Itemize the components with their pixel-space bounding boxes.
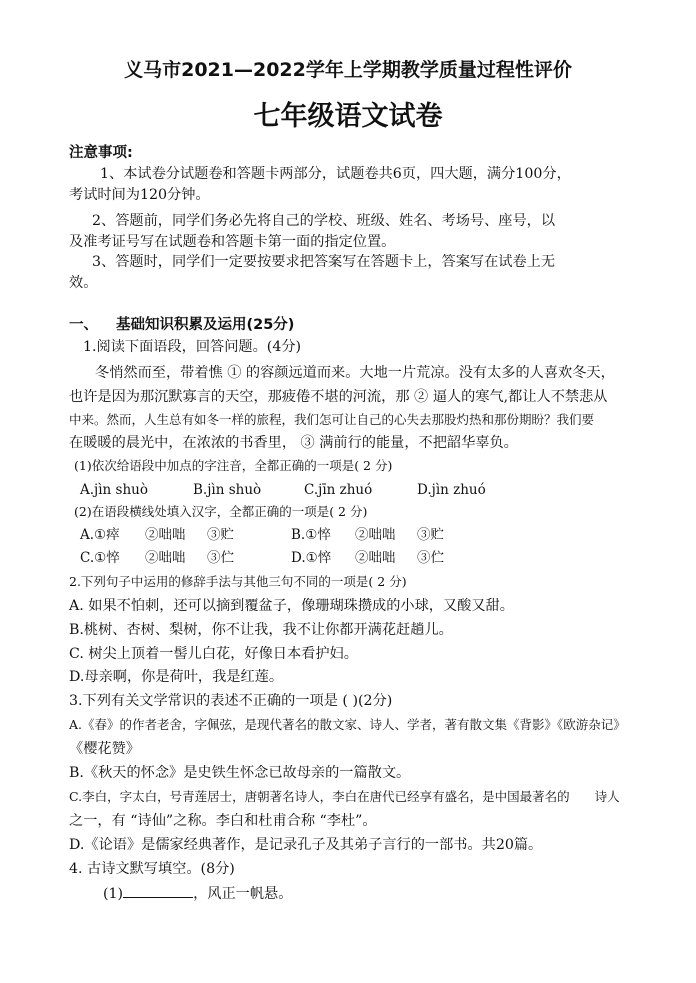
q1-sub2-option-d1: D.①悴 (291, 550, 332, 566)
notice-item1-line1: 1、本试卷分试题卷和答题卡两部分，试题卷共6页，四大题，满分100分， (100, 166, 571, 182)
q3-option-b: B.《秋天的怀念》是史铁生怀念已故母亲的一篇散文。 (69, 765, 411, 781)
q1-sub2-option-a1: A.①瘁 (80, 527, 120, 543)
q3-option-a-line1: A.《春》的作者老舍，字佩弦，是现代著名的散文家、诗人、学者，著有散文集《背影》《欧游杂记》 (69, 717, 626, 732)
q1-sub1-option-a: A.jìn shuò (80, 482, 148, 498)
q1-passage-line3: 中来。然而，人生总有如冬一样的旅程，我们怎可让自己的心失去那股灼热和那份期盼？我们要 (69, 412, 595, 427)
notice-item1-line2: 考试时间为120分钟。 (69, 187, 210, 203)
q1-sub2-option-b3: ③贮 (417, 527, 444, 543)
notice-item3-line1: 3、答题时，同学们一定要按要求把答案写在答题卡上，答案写在试卷上无 (92, 254, 556, 270)
q1-sub2-option-d3: ③伫 (417, 550, 444, 566)
notice-item2-line1: 2、答题前，同学们务必先将自己的学校、班级、姓名、考场号、座号，以 (92, 213, 556, 229)
q2-stem: 2.下列句子中运用的修辞手法与其他三句不同的一项是( 2 分) (69, 574, 407, 589)
answer-blank[interactable] (123, 883, 193, 898)
notice-item3-line2: 效。 (69, 275, 98, 291)
q1-passage-line1: 冬悄然而至，带着憔 ① 的容颜远道而来。大地一片荒凉。没有太多的人喜欢冬天， (95, 365, 615, 381)
q1-stem: 1.阅读下面语段，回答问题。(4分) (83, 339, 302, 355)
exam-title-line1: 义马市2021—2022学年上学期教学质量过程性评价 (124, 59, 572, 81)
q3-stem: 3.下列有关文学常识的表述不正确的一项是 ( )(2分) (69, 693, 393, 709)
q1-sub1-option-d: D.jìn zhuó (417, 482, 486, 498)
q1-sub2-stem: (2)在语段横线处填入汉字，全都正确的一项是( 2 分) (74, 504, 368, 519)
section1-number: 一、 (69, 317, 98, 333)
q2-option-c: C. 树尖上顶着一髻儿白花，好像日本看护妇。 (69, 646, 358, 662)
q1-sub2-option-a3: ③贮 (207, 527, 234, 543)
q1-sub2-option-c2: ②咄咄 (145, 550, 186, 566)
q4-item1-number: (1) (103, 886, 124, 902)
q1-sub1-option-c: C.jīn zhuó (304, 482, 373, 498)
q3-option-d: D.《论语》是儒家经典著作，是记录孔子及其弟子言行的一部书。共20篇。 (69, 837, 543, 853)
q1-sub2-option-c1: C.①悴 (80, 550, 120, 566)
q4-stem: 4. 古诗文默写填空。(8分) (69, 861, 235, 877)
q1-sub2-option-a2: ②咄咄 (145, 527, 186, 543)
q3-option-c-line1: C.李白，字太白，号青莲居士，唐朝著名诗人，李白在唐代已经享有盛名，是中国最著名的 诗人 (69, 789, 620, 804)
q3-option-a-line2: 《樱花赞》 (69, 741, 140, 757)
notice-item2-line2: 及准考证号写在试题卷和答题卡第一面的指定位置。 (69, 234, 396, 250)
q1-passage-line2: 也许是因为那沉默寡言的天空，那疲倦不堪的河流，那 ② 逼人的寒气,都让人不禁悲从 (69, 389, 608, 405)
q2-option-b: B.桃树、杏树、梨树，你不让我，我不让你都开满花赶趟儿。 (69, 622, 453, 638)
q1-sub1-option-b: B.jìn shuò (193, 482, 262, 498)
q2-option-d: D.母亲啊，你是荷叶，我是红莲。 (69, 669, 284, 685)
q1-sub2-option-b2: ②咄咄 (355, 527, 396, 543)
q1-sub1-stem: (1)依次给语段中加点的字注音，全都正确的一项是( 2 分) (74, 458, 393, 473)
notice-heading: 注意事项: (69, 145, 133, 161)
exam-title-line2: 七年级语文试卷 (253, 101, 443, 132)
q1-sub2-option-c3: ③伫 (207, 550, 234, 566)
q2-option-a: A. 如果不怕刺，还可以摘到覆盆子，像珊瑚珠攒成的小球，又酸又甜。 (69, 598, 514, 614)
q4-item1 (103, 883, 292, 904)
q4-item1-text: ，风正一帆悬。 (193, 886, 293, 902)
q1-sub2-option-b1: B.①悴 (291, 527, 331, 543)
section1-title: 基础知识积累及运用(25分) (116, 317, 295, 333)
q1-sub2-option-d2: ②咄咄 (355, 550, 396, 566)
q1-passage-line4: 在暖暖的晨光中，在浓浓的书香里， ③ 满前行的能量，不把韶华辜负。 (69, 435, 518, 451)
q3-option-c-line2: 之一，有 “诗仙”之称。李白和杜甫合称 “李杜”。 (69, 813, 377, 829)
